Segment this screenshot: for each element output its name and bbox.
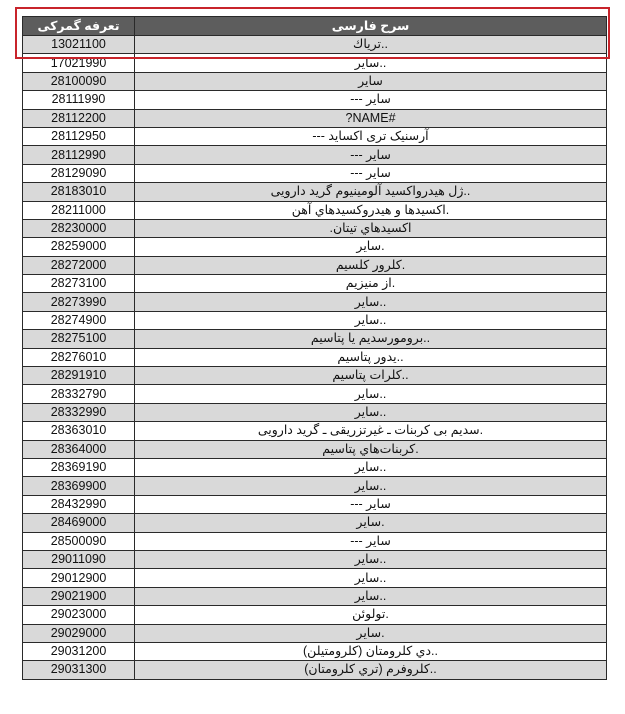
description-cell: ..ساير — [135, 587, 607, 605]
tariff-code-cell: 29011090 — [23, 550, 135, 568]
table-row — [23, 403, 607, 421]
description-cell: اکسيدهاي تيتان. — [135, 219, 607, 237]
table-row — [23, 348, 607, 366]
description-cell: ..ژل هيدرواکسيد آلومينيوم گريد دارويی — [135, 183, 607, 201]
table-row — [23, 54, 607, 72]
tariff-code-cell: 28332790 — [23, 385, 135, 403]
tariff-code-cell: 28369190 — [23, 458, 135, 476]
description-cell: ساير --- — [135, 91, 607, 109]
description-cell: ..ساير — [135, 550, 607, 568]
tariff-code-cell: 28364000 — [23, 440, 135, 458]
tariff-code-cell: 29012900 — [23, 569, 135, 587]
tariff-code-cell: 28272000 — [23, 256, 135, 274]
header-row — [23, 17, 607, 36]
table-row — [23, 477, 607, 495]
table-row — [23, 367, 607, 385]
table-row — [23, 164, 607, 182]
description-cell: .کربنات‌هاي پتاسيم — [135, 440, 607, 458]
tariff-code-cell: 28112950 — [23, 127, 135, 145]
description-cell: ..ساير — [135, 54, 607, 72]
description-cell: ..دي کلرومتان (کلرومتيلن) — [135, 642, 607, 660]
description-cell: ساير --- — [135, 164, 607, 182]
table-row — [23, 293, 607, 311]
table-row — [23, 606, 607, 624]
table-row — [23, 440, 607, 458]
header-persian-description: سرح فارسی — [135, 17, 607, 36]
tariff-code-cell: 28369900 — [23, 477, 135, 495]
tariff-code-cell: 28432990 — [23, 495, 135, 513]
description-cell: آرسنيک تری اکسايد --- — [135, 127, 607, 145]
table-row — [23, 532, 607, 550]
table-row — [23, 238, 607, 256]
table-row — [23, 127, 607, 145]
table-row — [23, 183, 607, 201]
table-row — [23, 661, 607, 679]
description-cell: .تولوئن — [135, 606, 607, 624]
table-row — [23, 422, 607, 440]
table-row — [23, 385, 607, 403]
description-cell: ..ساير — [135, 385, 607, 403]
table-row — [23, 569, 607, 587]
tariff-code-cell: 28259000 — [23, 238, 135, 256]
description-cell: ..کلرات پتاسيم — [135, 367, 607, 385]
tariff-code-cell: 28273990 — [23, 293, 135, 311]
description-cell: .ساير — [135, 624, 607, 642]
description-cell: .کلرور کلسيم — [135, 256, 607, 274]
tariff-code-cell: 29029000 — [23, 624, 135, 642]
table-row — [23, 587, 607, 605]
tariff-code-cell: 28274900 — [23, 311, 135, 329]
tariff-code-cell: 28363010 — [23, 422, 135, 440]
description-cell: ..ساير — [135, 311, 607, 329]
description-cell: #NAME? — [135, 109, 607, 127]
table-row — [23, 36, 607, 54]
description-cell: .ساير — [135, 514, 607, 532]
tariff-code-cell: 28291910 — [23, 367, 135, 385]
description-cell: ..کلروفرم (تري کلرومتان) — [135, 661, 607, 679]
table-row — [23, 109, 607, 127]
tariff-code-cell: 28500090 — [23, 532, 135, 550]
header-tariff-code: تعرفه گمرکی — [23, 17, 135, 36]
description-cell: ..برومورسديم يا پتاسيم — [135, 330, 607, 348]
description-cell: ..ساير — [135, 458, 607, 476]
tariff-code-cell: 28100090 — [23, 72, 135, 90]
table-row — [23, 514, 607, 532]
table-row — [23, 275, 607, 293]
table-row — [23, 201, 607, 219]
tariff-code-cell: 29023000 — [23, 606, 135, 624]
description-cell: .اکسيدها و هيدروکسيدهاي آهن — [135, 201, 607, 219]
tariff-code-cell: 28332990 — [23, 403, 135, 421]
description-cell: .سديم بی کربنات ـ غيرتزريقی ـ گريد دارويی — [135, 422, 607, 440]
description-cell: ساير --- — [135, 146, 607, 164]
tariff-table — [22, 16, 607, 680]
table-row — [23, 146, 607, 164]
tariff-code-cell: 28275100 — [23, 330, 135, 348]
tariff-code-cell: 13021100 — [23, 36, 135, 54]
description-cell: ..ساير — [135, 293, 607, 311]
description-cell: ساير — [135, 72, 607, 90]
description-cell: ..يدور پتاسيم — [135, 348, 607, 366]
table-row — [23, 624, 607, 642]
tariff-code-cell: 28230000 — [23, 219, 135, 237]
tariff-code-cell: 17021990 — [23, 54, 135, 72]
tariff-code-cell: 28112200 — [23, 109, 135, 127]
tariff-code-cell: 28183010 — [23, 183, 135, 201]
tariff-code-cell: 29031200 — [23, 642, 135, 660]
description-cell: ..ساير — [135, 569, 607, 587]
tariff-code-cell: 28111990 — [23, 91, 135, 109]
tariff-code-cell: 28211000 — [23, 201, 135, 219]
table-row — [23, 550, 607, 568]
table-row — [23, 330, 607, 348]
table-row — [23, 642, 607, 660]
description-cell: ..ساير — [135, 403, 607, 421]
description-cell: ..ترياك — [135, 36, 607, 54]
table-row — [23, 256, 607, 274]
table-row — [23, 311, 607, 329]
tariff-code-cell: 29021900 — [23, 587, 135, 605]
table-row — [23, 495, 607, 513]
tariff-code-cell: 28469000 — [23, 514, 135, 532]
tariff-code-cell: 28129090 — [23, 164, 135, 182]
description-cell: ساير --- — [135, 495, 607, 513]
table-row — [23, 72, 607, 90]
table-row — [23, 219, 607, 237]
table-row — [23, 458, 607, 476]
description-cell: ..ساير — [135, 477, 607, 495]
tariff-code-cell: 29031300 — [23, 661, 135, 679]
tariff-code-cell: 28276010 — [23, 348, 135, 366]
table-row — [23, 91, 607, 109]
description-cell: .از منيزيم — [135, 275, 607, 293]
description-cell: .ساير — [135, 238, 607, 256]
tariff-code-cell: 28112990 — [23, 146, 135, 164]
description-cell: ساير --- — [135, 532, 607, 550]
tariff-code-cell: 28273100 — [23, 275, 135, 293]
